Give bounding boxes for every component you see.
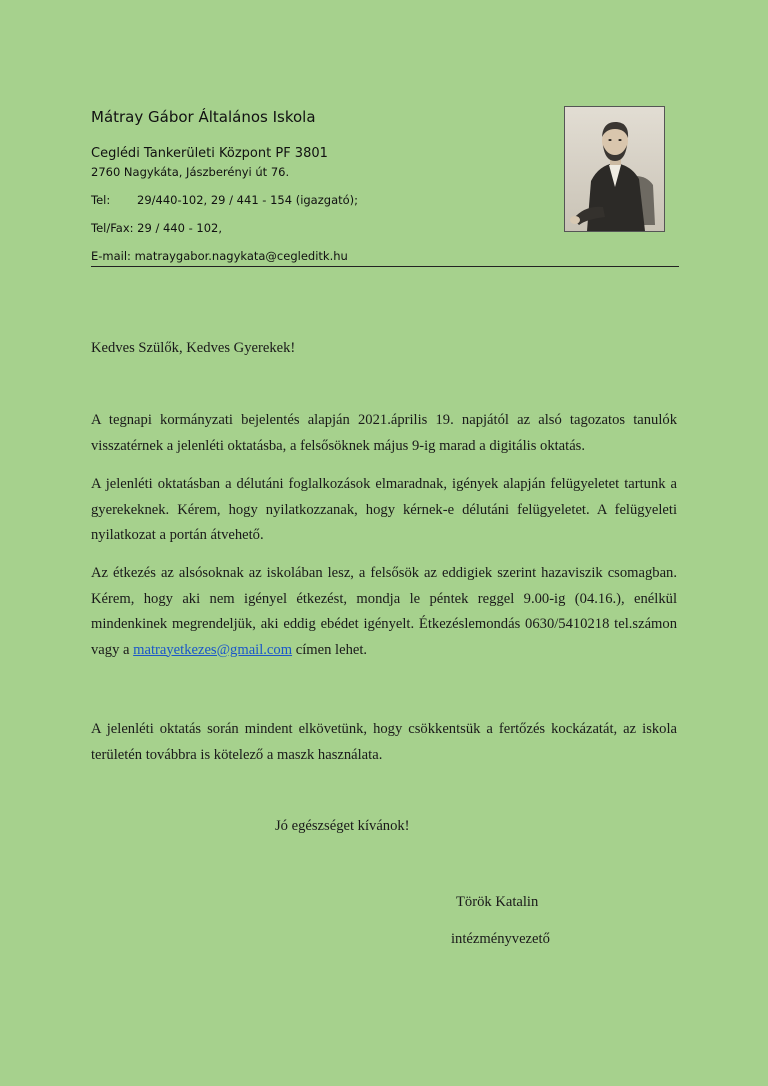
paragraph-3-text: Az étkezés az alsósoknak az iskolában lesz, a felsősök az eddigiek szerint hazaviszik csomagban. Kérem, hogy aki nem igényel étkezést, mondja le péntek reggel 9.00-ig (04.16.), enélkül mindenkinek megrendeljük, aki eddig ebédet igényelt. Étkezéslemondás 0630/5410218 tel.számon vagy a: [91, 565, 677, 658]
school-phone: [91, 193, 358, 207]
letterhead-divider: [91, 266, 679, 267]
letter-paragraph-4: A jelenléti oktatás során mindent elkövetünk, hogy csökkentsük a fertőzés kockázatát, az iskola területén továbbra is kötelező a maszk használata.: [91, 721, 677, 763]
signer-title: intézményvezető: [451, 931, 550, 947]
school-email: E-mail: matraygabor.nagykata@cegleditk.hu: [91, 249, 348, 263]
catering-email-link[interactable]: matrayetkezes@gmail.com: [133, 641, 293, 658]
school-district: Ceglédi Tankerületi Központ PF 3801: [91, 146, 328, 161]
portrait-drawing: [565, 107, 664, 231]
signer-name: Török Katalin: [456, 894, 539, 910]
letter-closing: Jó egészséget kívánok!: [275, 818, 410, 834]
letter-greeting: Kedves Szülők, Kedves Gyerekek!: [91, 340, 296, 356]
paragraph-3-tail: címen lehet.: [292, 641, 368, 658]
school-address: 2760 Nagykáta, Jászberényi út 76.: [91, 165, 290, 179]
letter-paragraph-2: A jelenléti oktatásban a délutáni foglalkozások elmaradnak, igények alapján felügyeletet tartunk a gyerekeknek. Kérem, hogy nyilatkozzanak, hogy kérnek-e délutáni felügyeletet. A felügyeleti nyilatkozat a portán átvehető.: [91, 476, 677, 543]
phone-value: 29/440-102, 29 / 441 - 154 (igazgató);: [137, 193, 359, 207]
school-name: Mátray Gábor Általános Iskola: [91, 108, 316, 126]
letter-paragraph-3: [91, 561, 677, 663]
letter-paragraph-1: A tegnapi kormányzati bejelentés alapján 2021.április 19. napjától az alsó tagozatos tanulók visszatérnek a jelenléti oktatásba, a felsősöknek május 9-ig marad a digitális oktatás.: [91, 412, 677, 454]
phone-label: Tel:: [91, 193, 111, 207]
portrait-image: [564, 106, 665, 232]
school-fax: Tel/Fax: 29 / 440 - 102,: [91, 221, 222, 235]
